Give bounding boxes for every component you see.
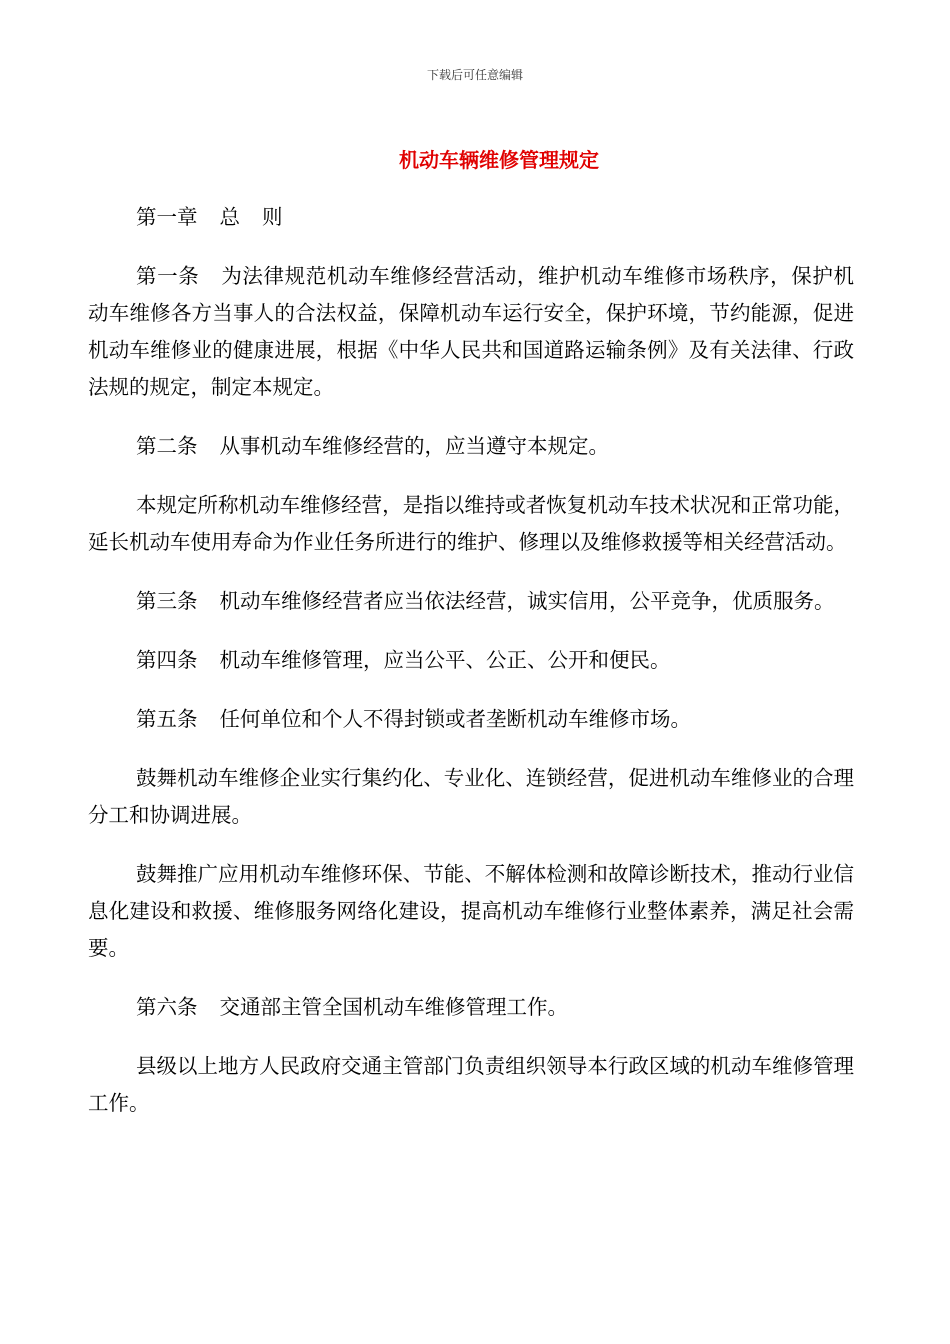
- article-6-paragraph-2: [88, 1048, 854, 1122]
- article-label: 第五条: [136, 707, 198, 731]
- header-note: 下载后可任意编辑: [426, 68, 523, 82]
- paragraph-text: 鼓舞机动车维修企业实行集约化、专业化、连锁经营，促进机动车维修业的合理分工和协调进展。: [88, 766, 854, 827]
- article-2-paragraph-2: [88, 487, 854, 561]
- article-label: 第四条: [136, 648, 198, 672]
- article-5-paragraph-3: [88, 856, 854, 967]
- article-5-paragraph-2: [88, 760, 854, 834]
- chapter-heading: [88, 199, 854, 236]
- article-5: [88, 701, 854, 738]
- paragraph-text: 县级以上地方人民政府交通主管部门负责组织领导本行政区域的机动车维修管理工作。: [88, 1054, 854, 1115]
- paragraph-text: 鼓舞推广应用机动车维修环保、节能、不解体检测和故障诊断技术，推动行业信息化建设和救援、维修服务网络化建设，提高机动车维修行业整体素养，满足社会需要。: [88, 862, 854, 960]
- paragraph-text: 本规定所称机动车维修经营，是指以维持或者恢复机动车技术状况和正常功能，延长机动车使用寿命为作业任务所进行的维护、修理以及维修救援等相关经营活动。: [88, 493, 854, 554]
- article-3: [88, 583, 854, 620]
- chapter-label: 第一章: [136, 205, 198, 229]
- document-title: 机动车辆维修管理规定: [399, 148, 599, 172]
- article-1: [88, 258, 854, 406]
- article-label: 第一条: [136, 264, 200, 288]
- article-text: 交通部主管全国机动车维修管理工作。: [219, 995, 568, 1019]
- article-4: [88, 642, 854, 679]
- article-text: 为法律规范机动车维修经营活动，维护机动车维修市场秩序，保护机动车维修各方当事人的合法权益，保障机动车运行安全，保护环境，节约能源，促进机动车维修业的健康进展，根据《中华人民共和国道路运输条例》及有关法律、行政法规的规定，制定本规定。: [88, 264, 854, 399]
- article-text: 任何单位和个人不得封锁或者垄断机动车维修市场。: [219, 707, 691, 731]
- article-label: 第三条: [136, 589, 198, 613]
- article-text: 机动车维修管理，应当公平、公正、公开和便民。: [219, 648, 671, 672]
- article-label: 第六条: [136, 995, 198, 1019]
- chapter-title-part-2: 则: [262, 205, 283, 229]
- article-label: 第二条: [136, 434, 198, 458]
- article-6: [88, 989, 854, 1026]
- article-text: 机动车维修经营者应当依法经营，诚实信用，公平竞争，优质服务。: [219, 589, 835, 613]
- chapter-title-part-1: 总: [219, 205, 240, 229]
- article-2: [88, 428, 854, 465]
- document-body: [88, 199, 854, 1144]
- article-text: 从事机动车维修经营的，应当遵守本规定。: [219, 434, 609, 458]
